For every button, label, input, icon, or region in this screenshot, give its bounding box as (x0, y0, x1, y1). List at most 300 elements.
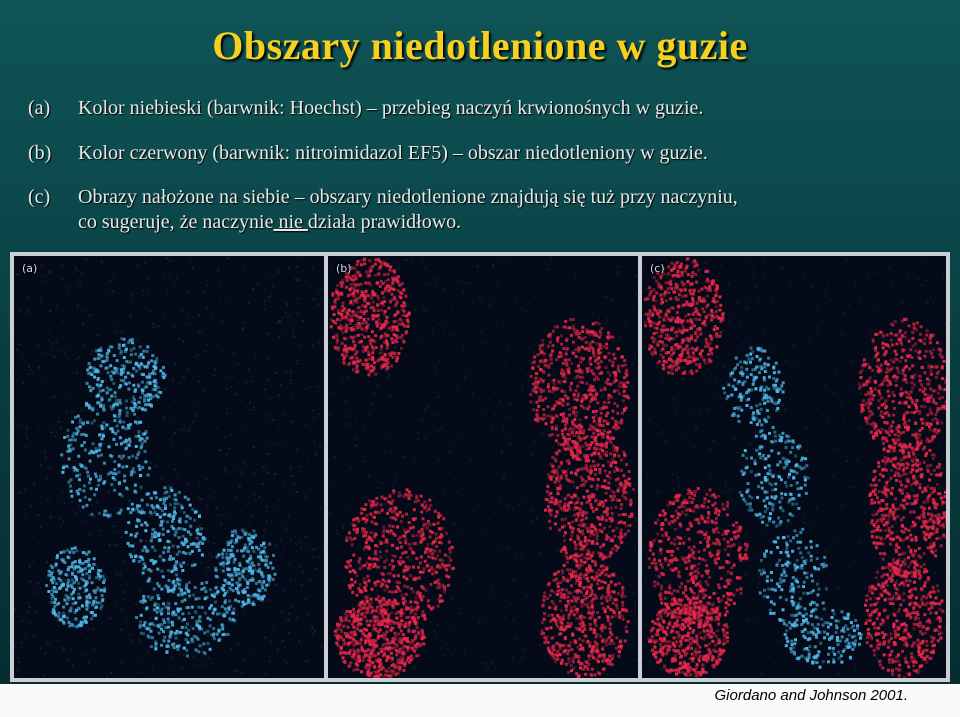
noise-speckle (388, 375, 390, 377)
speckle (445, 532, 448, 535)
noise-speckle (110, 421, 112, 423)
speckle (575, 559, 578, 562)
speckle (67, 481, 70, 484)
speckle (135, 362, 138, 365)
noise-speckle (229, 514, 231, 516)
speckle (163, 636, 166, 639)
speckle (371, 639, 374, 642)
noise-speckle (631, 363, 633, 365)
noise-speckle (411, 539, 413, 541)
noise-speckle (378, 412, 380, 414)
speckle (420, 511, 423, 514)
noise-speckle (17, 670, 19, 672)
noise-speckle (40, 502, 42, 504)
speckle (179, 579, 182, 582)
speckle (89, 478, 92, 481)
speckle (589, 628, 592, 631)
speckle (436, 565, 439, 568)
speckle (553, 653, 556, 656)
noise-speckle (532, 509, 534, 511)
speckle (196, 543, 199, 546)
noise-speckle (314, 630, 316, 632)
noise-speckle (142, 295, 144, 297)
speckle (79, 587, 82, 590)
speckle (73, 588, 76, 591)
speckle (231, 530, 234, 533)
noise-speckle (370, 392, 372, 394)
noise-speckle (482, 301, 484, 303)
speckle (171, 525, 174, 528)
speckle (561, 433, 564, 436)
speckle (363, 258, 366, 261)
noise-speckle (62, 491, 64, 493)
speckle (261, 583, 264, 586)
speckle (349, 649, 352, 652)
noise-speckle (286, 305, 288, 307)
speckle (106, 352, 109, 355)
speckle (137, 385, 140, 388)
noise-speckle (48, 271, 50, 273)
speckle (83, 616, 86, 619)
speckle (625, 369, 628, 372)
noise-speckle (347, 376, 349, 378)
noise-speckle (289, 316, 291, 318)
noise-speckle (68, 395, 70, 397)
noise-speckle (253, 493, 255, 495)
speckle (374, 671, 377, 674)
speckle (617, 546, 620, 549)
noise-speckle (413, 627, 415, 629)
speckle (74, 416, 77, 419)
speckle (118, 464, 121, 467)
speckle (216, 613, 219, 616)
speckle (426, 527, 429, 530)
noise-speckle (200, 562, 202, 564)
noise-speckle (116, 531, 118, 533)
speckle (145, 626, 148, 629)
noise-speckle (169, 276, 171, 278)
speckle (428, 499, 431, 502)
noise-speckle (22, 355, 24, 357)
speckle (369, 653, 372, 656)
noise-speckle (565, 275, 567, 277)
noise-speckle (30, 505, 32, 507)
speckle (135, 370, 138, 373)
noise-speckle (214, 369, 216, 371)
speckle (267, 566, 270, 569)
noise-speckle (439, 323, 441, 325)
noise-speckle (490, 588, 492, 590)
noise-speckle (116, 331, 118, 333)
noise-speckle (60, 518, 62, 520)
speckle (342, 660, 345, 663)
noise-speckle (61, 647, 63, 649)
speckle (410, 494, 413, 497)
noise-speckle (224, 469, 226, 471)
speckle (399, 563, 402, 566)
noise-speckle (497, 262, 499, 264)
noise-speckle (512, 619, 514, 621)
noise-speckle (311, 344, 313, 346)
speckle (583, 496, 586, 499)
speckle (153, 608, 156, 611)
speckle (118, 412, 121, 415)
speckle (216, 576, 219, 579)
speckle (121, 426, 124, 429)
noise-speckle (271, 274, 273, 276)
speckle (130, 533, 133, 536)
speckle (349, 570, 352, 573)
speckle (87, 404, 90, 407)
speckle (139, 396, 142, 399)
noise-speckle (25, 447, 27, 449)
speckle (405, 332, 408, 335)
noise-speckle (46, 477, 48, 479)
noise-speckle (532, 396, 534, 398)
speckle (392, 525, 395, 528)
speckle (226, 611, 229, 614)
noise-speckle (192, 420, 194, 422)
noise-speckle (307, 613, 309, 615)
noise-speckle (366, 497, 368, 499)
speckle (405, 551, 408, 554)
speckle (141, 381, 144, 384)
noise-speckle (28, 296, 30, 298)
speckle (567, 459, 570, 462)
noise-speckle (235, 466, 237, 468)
noise-speckle (384, 259, 386, 261)
speckle (203, 587, 206, 590)
speckle (173, 498, 176, 501)
speckle (609, 627, 612, 630)
speckle (227, 549, 230, 552)
noise-speckle (598, 317, 600, 319)
speckle (89, 596, 92, 599)
noise-speckle (41, 526, 43, 528)
noise-speckle (432, 496, 434, 498)
noise-speckle (156, 441, 158, 443)
noise-speckle (360, 289, 362, 291)
noise-speckle (360, 636, 362, 638)
noise-speckle (38, 428, 40, 430)
noise-speckle (240, 672, 242, 674)
noise-speckle (203, 290, 205, 292)
speckle (411, 639, 414, 642)
speckle (66, 435, 69, 438)
speckle (113, 489, 116, 492)
speckle (607, 460, 610, 463)
speckle (144, 440, 147, 443)
noise-speckle (330, 495, 332, 497)
noise-speckle (386, 504, 388, 506)
noise-speckle (71, 411, 73, 413)
speckle (348, 620, 351, 623)
noise-speckle (290, 580, 292, 582)
speckle (129, 553, 132, 556)
speckle (625, 625, 628, 628)
noise-speckle (267, 297, 269, 299)
noise-speckle (237, 643, 239, 645)
noise-speckle (553, 373, 555, 375)
speckle (404, 304, 407, 307)
speckle (151, 636, 154, 639)
speckle (382, 531, 385, 534)
speckle (366, 620, 369, 623)
speckle (596, 542, 599, 545)
noise-speckle (422, 305, 424, 307)
noise-speckle (75, 266, 77, 268)
speckle (610, 581, 613, 584)
speckle (425, 504, 428, 507)
noise-speckle (50, 353, 52, 355)
speckle (89, 366, 92, 369)
speckle (73, 432, 76, 435)
speckle (632, 488, 635, 491)
speckle (597, 362, 600, 365)
noise-speckle (423, 426, 425, 428)
noise-speckle (28, 366, 30, 368)
item-c-text (78, 185, 938, 235)
speckle (399, 556, 402, 559)
speckle (260, 544, 263, 547)
speckle (397, 587, 400, 590)
speckle (82, 422, 85, 425)
speckle (134, 535, 137, 538)
speckle (217, 553, 220, 556)
speckle (618, 645, 621, 648)
noise-speckle (351, 257, 353, 259)
speckle (126, 414, 129, 417)
speckle (135, 456, 138, 459)
speckle (60, 558, 63, 561)
speckle (372, 317, 375, 320)
noise-speckle (39, 440, 41, 442)
speckle (257, 548, 260, 551)
noise-speckle (506, 341, 508, 343)
noise-speckle (60, 525, 62, 527)
speckle (146, 493, 149, 496)
speckle (94, 370, 97, 373)
speckle (113, 403, 116, 406)
speckle (428, 523, 431, 526)
noise-speckle (237, 321, 239, 323)
speckle (169, 555, 172, 558)
noise-speckle (527, 275, 529, 277)
speckle (606, 599, 609, 602)
speckle (407, 325, 410, 328)
speckle (79, 561, 82, 564)
noise-speckle (427, 612, 429, 614)
speckle (549, 527, 552, 530)
noise-speckle (508, 437, 510, 439)
noise-speckle (221, 350, 223, 352)
speckle (72, 551, 75, 554)
speckle (599, 523, 602, 526)
speckle (109, 388, 112, 391)
noise-speckle (574, 666, 576, 668)
speckle (571, 531, 574, 534)
panel-b (328, 256, 638, 678)
speckle (77, 597, 80, 600)
noise-speckle (26, 636, 28, 638)
noise-speckle (430, 621, 432, 623)
noise-speckle (204, 351, 206, 353)
noise-speckle (472, 301, 474, 303)
speckle (365, 531, 368, 534)
speckle (81, 569, 84, 572)
speckle (435, 537, 438, 540)
speckle (577, 497, 580, 500)
noise-speckle (106, 577, 108, 579)
noise-speckle (111, 672, 113, 674)
noise-speckle (153, 326, 155, 328)
speckle (624, 595, 627, 598)
noise-speckle (248, 522, 250, 524)
speckle (539, 378, 542, 381)
speckle (359, 567, 362, 570)
speckle (102, 575, 105, 578)
speckle (195, 597, 198, 600)
noise-speckle (254, 499, 256, 501)
noise-speckle (77, 305, 79, 307)
noise-speckle (384, 451, 386, 453)
speckle (160, 523, 163, 526)
noise-speckle (413, 458, 415, 460)
speckle (55, 563, 58, 566)
speckle (148, 467, 151, 470)
noise-speckle (384, 503, 386, 505)
noise-speckle (67, 659, 69, 661)
speckle (262, 575, 265, 578)
speckle (243, 531, 246, 534)
noise-speckle (278, 483, 280, 485)
noise-speckle (529, 360, 531, 362)
noise-speckle (444, 493, 446, 495)
speckle (194, 511, 197, 514)
noise-speckle (277, 647, 279, 649)
noise-speckle (27, 602, 29, 604)
noise-speckle (548, 602, 550, 604)
noise-speckle (174, 469, 176, 471)
speckle (363, 262, 366, 265)
speckle (586, 586, 589, 589)
speckle (404, 295, 407, 298)
noise-speckle (429, 591, 431, 593)
noise-speckle (141, 329, 143, 331)
speckle (266, 555, 269, 558)
speckle (95, 447, 98, 450)
speckle (103, 360, 106, 363)
speckle (72, 447, 75, 450)
speckle (216, 633, 219, 636)
speckle (178, 520, 181, 523)
noise-speckle (249, 409, 251, 411)
speckle (586, 444, 589, 447)
noise-speckle (488, 339, 490, 341)
noise-speckle (626, 322, 628, 324)
noise-speckle (236, 371, 238, 373)
speckle (586, 490, 589, 493)
noise-speckle (89, 614, 91, 616)
speckle (184, 538, 187, 541)
noise-speckle (502, 515, 504, 517)
noise-speckle (427, 406, 429, 408)
speckle (421, 528, 424, 531)
noise-speckle (121, 661, 123, 663)
speckle (403, 597, 406, 600)
speckle (370, 672, 373, 675)
noise-speckle (535, 530, 537, 532)
speckle (99, 404, 102, 407)
speckle (127, 521, 130, 524)
speckle (88, 481, 91, 484)
speckle (605, 406, 608, 409)
speckle (151, 596, 154, 599)
speckle (61, 471, 64, 474)
speckle (352, 340, 355, 343)
speckle (135, 403, 138, 406)
speckle (409, 600, 412, 603)
speckle (185, 520, 188, 523)
speckle (83, 441, 86, 444)
speckle (252, 536, 255, 539)
noise-speckle (46, 561, 48, 563)
noise-speckle (305, 388, 307, 390)
noise-speckle (504, 611, 506, 613)
noise-speckle (247, 504, 249, 506)
speckle (156, 505, 159, 508)
speckle (165, 491, 168, 494)
speckle (402, 633, 405, 636)
speckle (355, 315, 358, 318)
noise-speckle (184, 430, 186, 432)
speckle (368, 358, 371, 361)
noise-speckle (182, 341, 184, 343)
speckle (579, 581, 582, 584)
speckle (96, 395, 99, 398)
speckle (72, 597, 75, 600)
noise-speckle (162, 470, 164, 472)
speckle (176, 553, 179, 556)
speckle (590, 583, 593, 586)
noise-speckle (266, 333, 268, 335)
speckle (355, 574, 358, 577)
speckle (582, 602, 585, 605)
speckle (612, 449, 615, 452)
noise-speckle (262, 483, 264, 485)
speckle (214, 601, 217, 604)
speckle (536, 409, 539, 412)
speckle (128, 381, 131, 384)
noise-speckle (443, 327, 445, 329)
noise-speckle (540, 552, 542, 554)
noise-speckle (188, 450, 190, 452)
speckle (174, 494, 177, 497)
noise-speckle (619, 262, 621, 264)
noise-speckle (113, 276, 115, 278)
speckle (143, 562, 146, 565)
speckle (88, 575, 91, 578)
noise-speckle (123, 560, 125, 562)
noise-speckle (408, 559, 410, 561)
speckle (125, 399, 128, 402)
speckle (68, 624, 71, 627)
noise-speckle (635, 293, 637, 295)
noise-speckle (281, 642, 283, 644)
noise-speckle (464, 375, 466, 377)
noise-speckle (49, 310, 51, 312)
speckle (104, 587, 107, 590)
